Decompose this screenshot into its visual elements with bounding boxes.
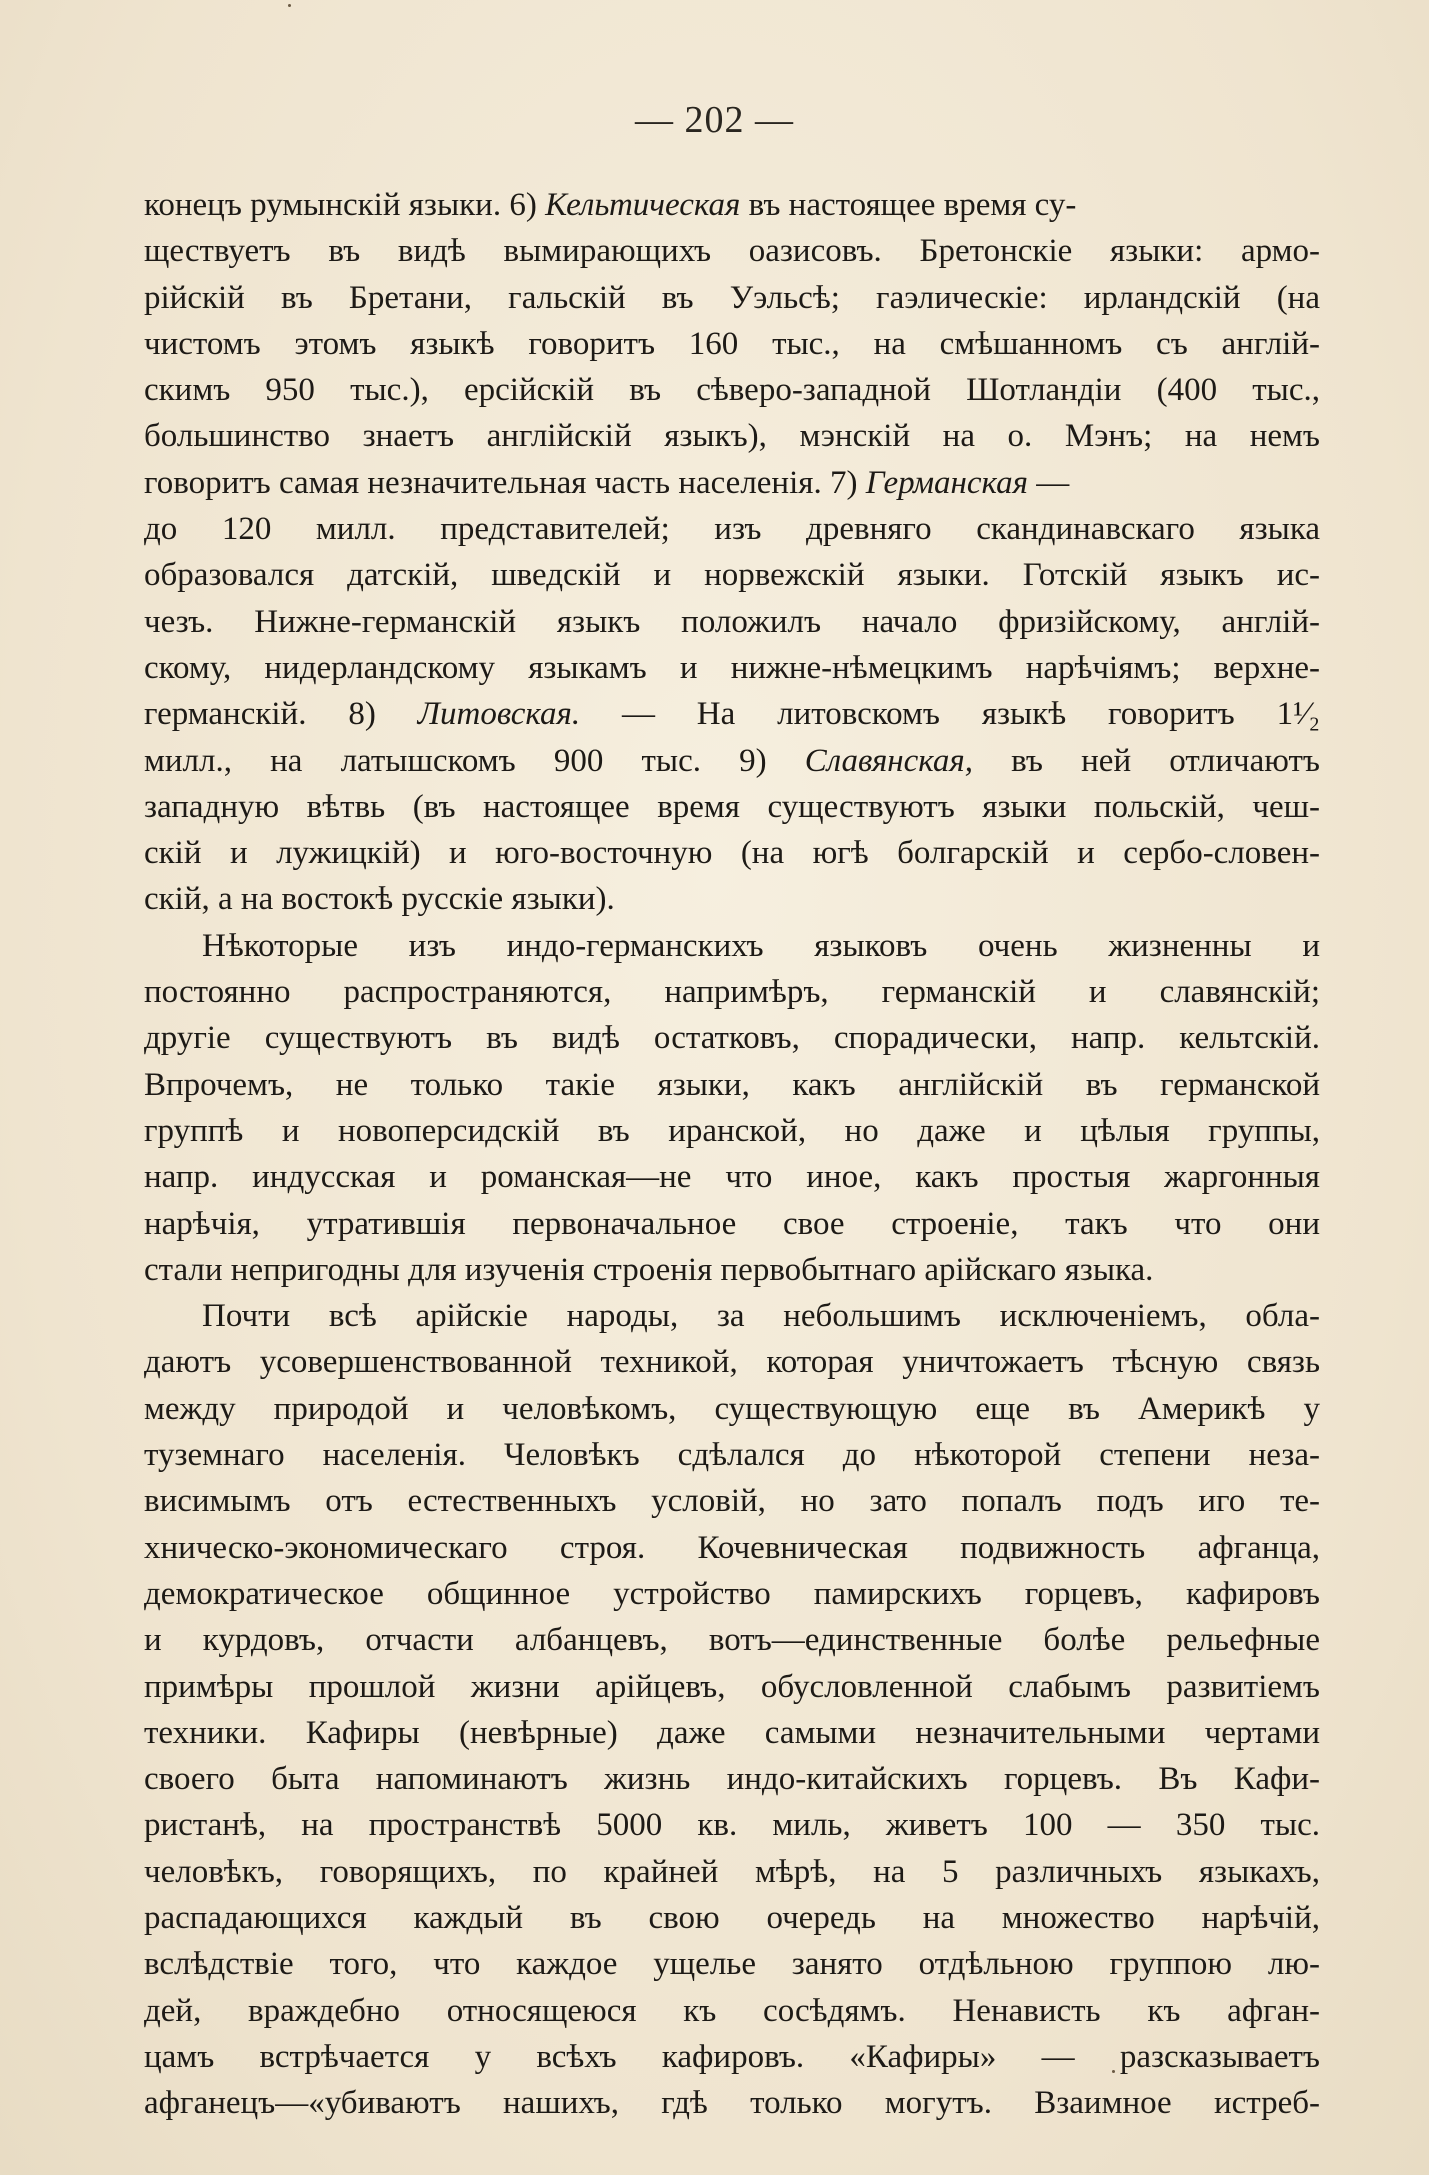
text-line bbox=[144, 1617, 1320, 1663]
text-line bbox=[144, 1339, 1320, 1385]
text-line bbox=[144, 460, 1320, 506]
text-run: Нѣкоторые изъ индо-германскихъ языковъ очень жизненны и bbox=[202, 927, 1320, 964]
text-run: даютъ усовершенствованной техникой, которая уничтожаетъ тѣсную связь bbox=[144, 1344, 1320, 1381]
text-line bbox=[144, 1062, 1320, 1108]
text-line bbox=[144, 413, 1320, 459]
italic-term: Кельтическая bbox=[545, 187, 741, 223]
text-line bbox=[144, 321, 1320, 367]
text-line bbox=[144, 1478, 1320, 1524]
text-line bbox=[144, 1108, 1320, 1154]
text-run: хническо-экономическаго строя. Кочевническая подвижность афганца, bbox=[144, 1529, 1320, 1566]
text-run: ристанѣ, на пространствѣ 5000 кв. миль, живетъ 100 — 350 тыс. bbox=[144, 1807, 1320, 1844]
text-line bbox=[144, 2080, 1320, 2126]
text-line bbox=[144, 275, 1320, 321]
text-run: висимымъ отъ естественныхъ условій, но зато попалъ подъ иго те- bbox=[144, 1483, 1320, 1520]
text-line bbox=[144, 969, 1320, 1015]
text-run: говоритъ самая незначительная часть населенія. 7) bbox=[144, 464, 866, 501]
text-run: между природой и человѣкомъ, существующую еще въ Америкѣ у bbox=[144, 1390, 1320, 1427]
text-run: цамъ встрѣчается у всѣхъ кафировъ. «Кафиры» — разсказываетъ bbox=[144, 2038, 1320, 2075]
text-line bbox=[144, 1664, 1320, 1710]
text-line bbox=[144, 2034, 1320, 2080]
text-run: примѣры прошлой жизни арійцевъ, обусловленной слабымъ развитіемъ bbox=[144, 1668, 1320, 1705]
text-run: распадающихся каждый въ свою очередь на множество нарѣчій, bbox=[144, 1899, 1320, 1936]
text-line bbox=[144, 1201, 1320, 1247]
text-line bbox=[144, 599, 1320, 645]
text-line bbox=[144, 182, 1320, 228]
text-run: Впрочемъ, не только такіе языки, какъ англійскій въ германской bbox=[144, 1066, 1320, 1103]
text-line bbox=[144, 1293, 1320, 1339]
text-run: — На литовскомъ языкѣ говоритъ 1¹⁄₂ bbox=[580, 696, 1320, 733]
italic-term: Германская bbox=[865, 464, 1029, 501]
text-line bbox=[144, 1710, 1320, 1756]
text-line bbox=[144, 1849, 1320, 1895]
text-run: большинство знаетъ англійскій языкъ), мэнскій на о. Мэнъ; на немъ bbox=[144, 418, 1320, 455]
text-line bbox=[144, 1895, 1320, 1941]
text-run: скій и лужицкій) и юго-восточную (на югѣ болгарскій и сербо-словен- bbox=[144, 835, 1320, 872]
text-line bbox=[144, 1015, 1320, 1061]
text-line bbox=[144, 784, 1320, 830]
text-run: нарѣчія, утратившія первоначальное свое строеніе, такъ что они bbox=[144, 1205, 1320, 1242]
printing-speck bbox=[288, 4, 291, 7]
text-run: напр. индусская и романская—не что иное, какъ простыя жаргонныя bbox=[144, 1159, 1320, 1196]
text-run: скому, нидерландскому языкамъ и нижне-нѣмецкимъ нарѣчіямъ; верхне- bbox=[144, 649, 1320, 686]
text-run: постоянно распространяются, напримѣръ, германскій и славянскій; bbox=[144, 974, 1320, 1011]
italic-term: Литовская. bbox=[417, 696, 581, 733]
text-line bbox=[144, 876, 1320, 922]
page-number: — 202 — bbox=[635, 99, 794, 141]
text-line bbox=[144, 738, 1320, 784]
text-line bbox=[144, 1386, 1320, 1432]
text-run: дей, враждебно относящеюся къ сосѣдямъ. Ненависть къ афган- bbox=[144, 1992, 1320, 2029]
text-line bbox=[144, 691, 1320, 737]
text-run: и курдовъ, отчасти албанцевъ, вотъ—единственные болѣе рельефные bbox=[144, 1622, 1320, 1659]
text-run: вслѣдствіе того, что каждое ущелье занято отдѣльною группою лю- bbox=[144, 1946, 1320, 1983]
text-line bbox=[144, 1525, 1320, 1571]
text-run: скимъ 950 тыс.), ерсійскій въ сѣверо-западной Шотландіи (400 тыс., bbox=[144, 372, 1320, 409]
text-run: чистомъ этомъ языкѣ говоритъ 160 тыс., на смѣшанномъ съ англій- bbox=[144, 325, 1320, 362]
text-line bbox=[144, 1802, 1320, 1848]
text-run: стали непригодны для изученія строенія первобытнаго арійскаго языка. bbox=[144, 1251, 1154, 1288]
text-run: западную вѣтвь (въ настоящее время существуютъ языки польскій, чеш- bbox=[144, 788, 1320, 825]
text-run: Почти всѣ арійскіе народы, за небольшимъ исключеніемъ, обла- bbox=[202, 1298, 1320, 1335]
text-run: другіе существуютъ въ видѣ остатковъ, спорадически, напр. кельтскій. bbox=[144, 1020, 1320, 1057]
text-run: германскій. 8) bbox=[144, 696, 418, 733]
text-line bbox=[144, 1756, 1320, 1802]
text-line bbox=[144, 1571, 1320, 1617]
text-run: группѣ и новоперсидскій въ иранской, но даже и цѣлыя группы, bbox=[144, 1112, 1320, 1149]
text-run: афганецъ—«убиваютъ нашихъ, гдѣ только могутъ. Взаимное истреб- bbox=[144, 2085, 1320, 2122]
text-run: техники. Кафиры (невѣрные) даже самыми незначительными чертами bbox=[144, 1714, 1320, 1751]
text-run: до 120 милл. представителей; изъ древняго скандинавскаго языка bbox=[144, 511, 1320, 548]
text-run: конецъ румынскій языки. 6) bbox=[144, 187, 546, 223]
text-line bbox=[144, 1432, 1320, 1478]
text-run: скій, а на востокѣ русскіе языки). bbox=[144, 881, 615, 918]
text-run: въ ней отличаютъ bbox=[973, 742, 1320, 779]
text-run: чезъ. Нижне-германскій языкъ положилъ начало фризійскому, англій- bbox=[144, 603, 1320, 640]
text-run: ществуетъ въ видѣ вымирающихъ оазисовъ. Бретонскіе языки: армо- bbox=[144, 233, 1320, 270]
text-run: человѣкъ, говорящихъ, по крайней мѣрѣ, на 5 различныхъ языкахъ, bbox=[144, 1853, 1320, 1890]
text-line bbox=[144, 1154, 1320, 1200]
text-run: рійскій въ Бретани, гальскій въ Уэльсѣ; гаэлическіе: ирландскій (на bbox=[144, 279, 1320, 316]
body-text bbox=[144, 182, 1320, 2126]
text-line bbox=[144, 506, 1320, 552]
text-line bbox=[144, 367, 1320, 413]
text-line bbox=[144, 228, 1320, 274]
text-line bbox=[144, 1247, 1320, 1293]
text-run: милл., на латышскомъ 900 тыс. 9) bbox=[144, 742, 805, 779]
text-line bbox=[144, 1941, 1320, 1987]
text-run: туземнаго населенія. Человѣкъ сдѣлался до нѣкоторой степени неза- bbox=[144, 1437, 1320, 1474]
text-run: своего быта напоминаютъ жизнь индо-китайскихъ горцевъ. Въ Кафи- bbox=[144, 1761, 1320, 1798]
text-line bbox=[144, 1988, 1320, 2034]
text-line bbox=[144, 830, 1320, 876]
text-run: образовался датскій, шведскій и норвежскій языки. Готскій языкъ ис- bbox=[144, 557, 1320, 594]
text-run: въ настоящее время су- bbox=[740, 187, 1077, 223]
text-run: демократическое общинное устройство памирскихъ горцевъ, кафировъ bbox=[144, 1575, 1320, 1612]
text-line bbox=[144, 923, 1320, 969]
text-line bbox=[144, 645, 1320, 691]
italic-term: Славянская, bbox=[804, 742, 974, 779]
text-run: — bbox=[1028, 464, 1070, 501]
text-line bbox=[144, 552, 1320, 598]
